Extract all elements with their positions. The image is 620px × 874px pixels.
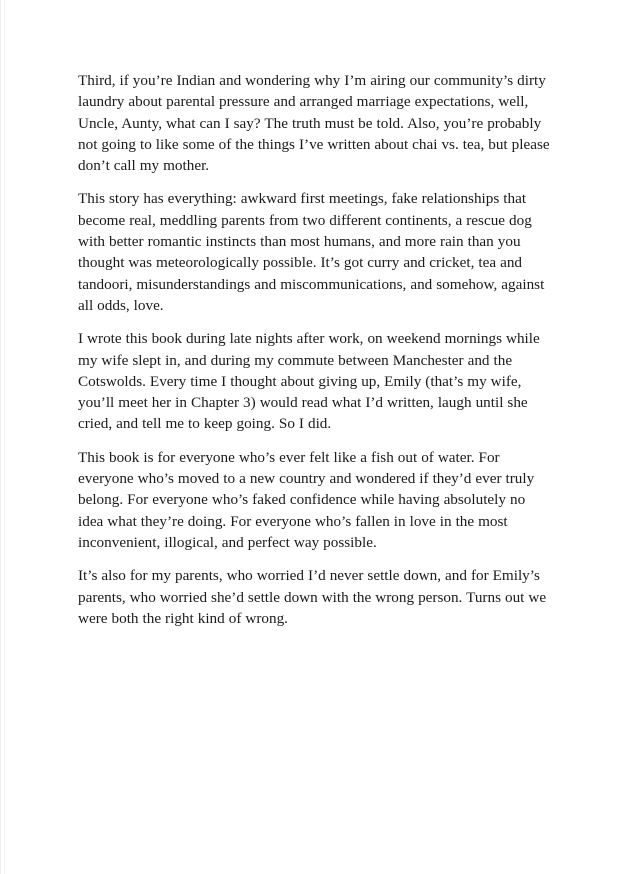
body-paragraph: This book is for everyone who’s ever felt like a fish out of water. For everyone who’s moved to a new country and wondered if they’d ever truly belong. For everyone who’s faked confidence while having absolutely no idea what they’re doing. For everyone who’s fallen in love in the most inconvenient, illogical, and perfect way possible. (78, 448, 535, 551)
body-paragraph: This story has everything: awkward first meetings, fake relationships that become real, meddling parents from two different continents, a rescue dog with better romantic instincts than most humans, and more rain than you thought was meteorologically possible. It’s got curry and cricket, tea and tandoori, misunderstandings and miscommunications, and somehow, against all odds, love. (78, 190, 545, 314)
body-text-column (78, 70, 550, 629)
body-paragraph: Third, if you’re Indian and wondering why I’m airing our community’s dirty laundry about parental pressure and arranged marriage expectations, well, Uncle, Aunty, what can I say? The truth must be told. Also, you’re probably not going to like some of the things I’ve written about chai vs. tea, but please don’t call my mother. (78, 72, 550, 175)
page-edge-line (4, 0, 5, 874)
body-paragraph: I wrote this book during late nights after work, on weekend mornings while my wife slept in, and during my commute between Manchester and the Cotswolds. Every time I thought about giving up, Emily (that’s my wife, you’ll meet her in Chapter 3) would read what I’d written, laugh until she cried, and tell me to keep going. So I did. (78, 330, 540, 433)
body-paragraph: It’s also for my parents, who worried I’d never settle down, and for Emily’s parents, who worried she’d settle down with the wrong person. Turns out we were both the right kind of wrong. (78, 567, 547, 627)
